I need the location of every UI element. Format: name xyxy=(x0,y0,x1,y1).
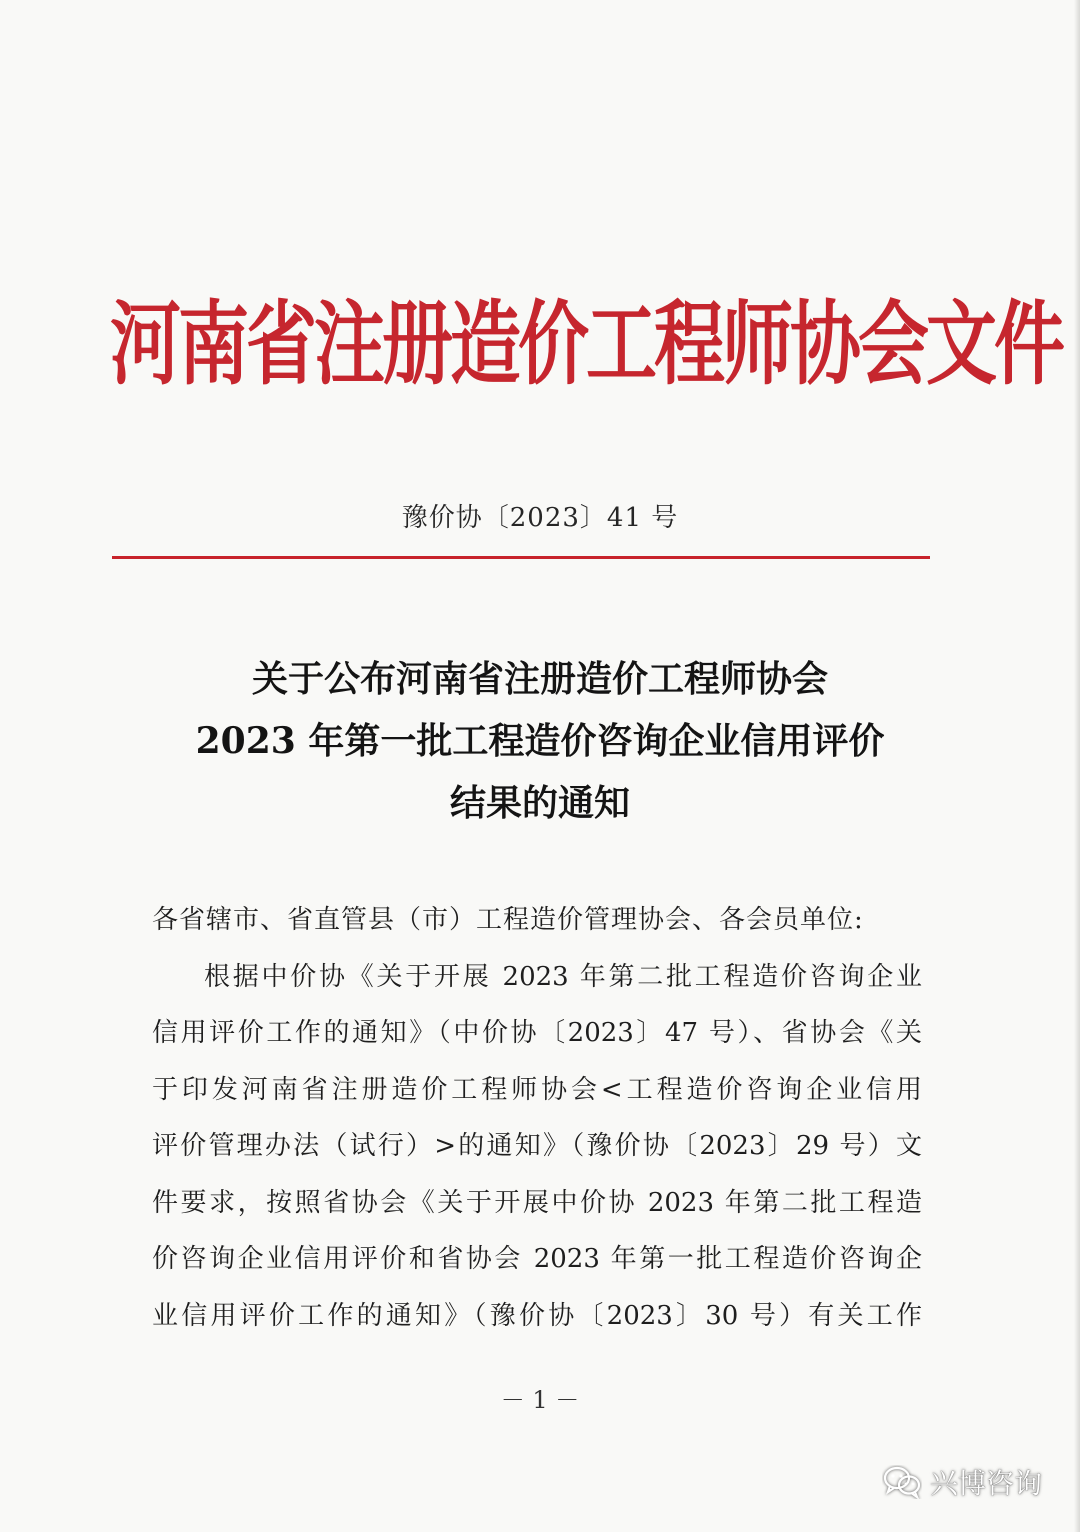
body-line-7: 业信用评价工作的通知》（豫价协〔2023〕30 号）有关工作 xyxy=(152,1300,922,1331)
organization-header: 河南省注册造价工程师协会文件 xyxy=(110,291,1063,398)
body-line-3: 于印发河南省注册造价工程师协会<工程造价咨询企业信用 xyxy=(152,1074,922,1105)
title-line-3: 结果的通知 xyxy=(449,782,630,824)
notice-body xyxy=(152,892,922,1344)
title-line-2: 2023 年第一批工程造价咨询企业信用评价 xyxy=(195,720,885,762)
body-line-5: 件要求，按照省协会《关于开展中价协 2023 年第二批工程造 xyxy=(152,1187,922,1218)
body-line-6: 价咨询企业信用评价和省协会 2023 年第一批工程造价咨询企 xyxy=(152,1244,922,1274)
body-line-4: 评价管理办法（试行）>的通知》（豫价协〔2023〕29 号）文 xyxy=(152,1131,922,1161)
red-separator-line xyxy=(112,556,930,559)
title-line-1: 关于公布河南省注册造价工程师协会 xyxy=(251,658,828,700)
wechat-watermark xyxy=(882,1460,1042,1504)
body-line-1: 根据中价协《关于开展 2023 年第二批工程造价咨询企业 xyxy=(204,961,922,992)
notice-title xyxy=(0,648,1080,834)
body-line-2: 信用评价工作的通知》（中价协〔2023〕47 号）、省协会《关 xyxy=(152,1018,922,1048)
salutation-line: 各省辖市、省直管县（市）工程造价管理协会、各会员单位: xyxy=(152,905,864,935)
watermark-text: 兴博咨询 xyxy=(929,1467,1042,1500)
document-number: 豫价协〔2023〕41 号 xyxy=(401,503,679,533)
wechat-icon xyxy=(882,1465,922,1499)
page-number: － 1 － xyxy=(500,1386,580,1414)
